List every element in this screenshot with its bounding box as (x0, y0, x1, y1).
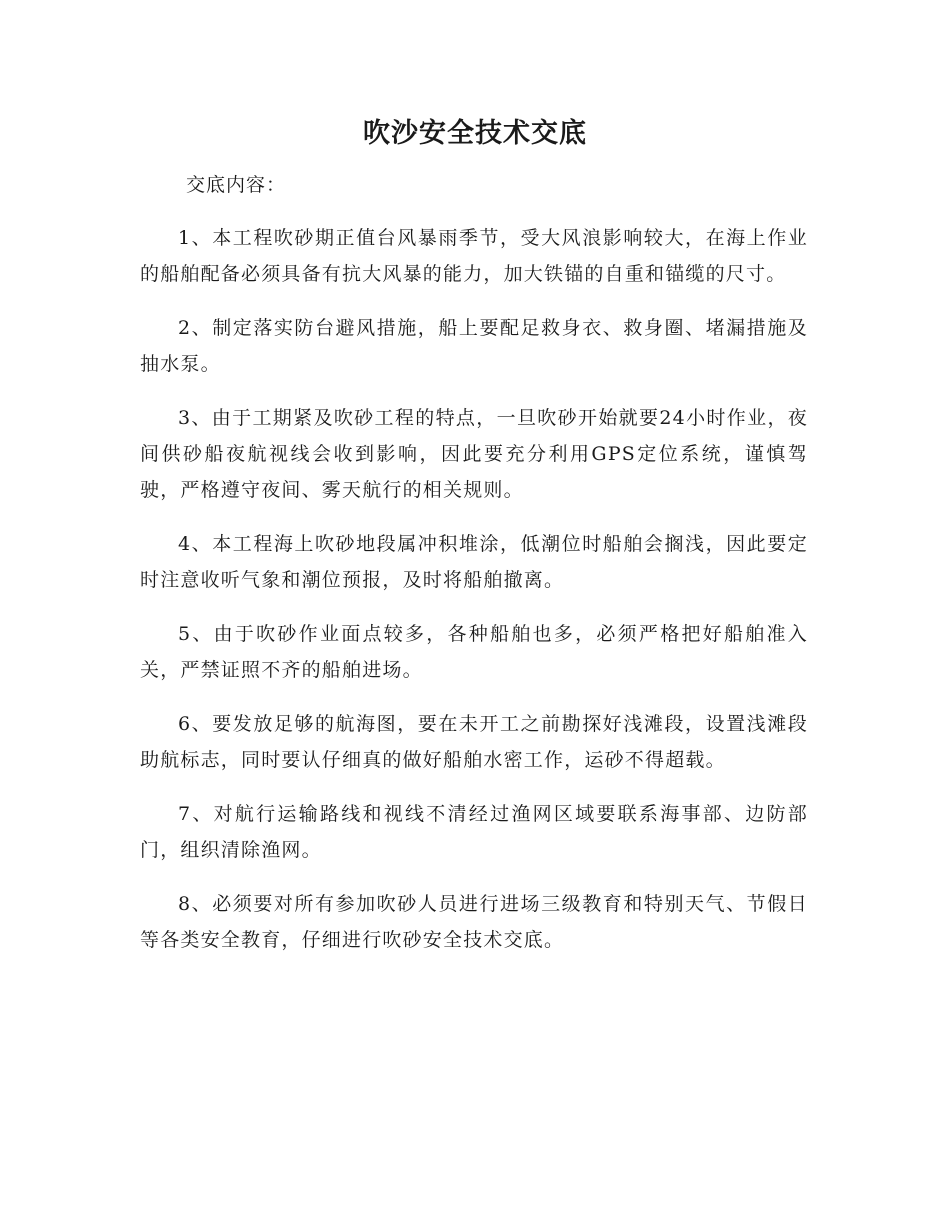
paragraph-2: 2、制定落实防台避风措施，船上要配足救身衣、救身圈、堵漏措施及抽水泵。 (140, 317, 808, 375)
paragraph-6: 6、要发放足够的航海图，要在未开工之前勘探好浅滩段，设置浅滩段助航标志，同时要认仔细真的做好船舶水密工作，运砂不得超载。 (140, 713, 808, 771)
document-body (140, 220, 808, 976)
paragraph-5: 5、由于吹砂作业面点较多，各种船舶也多，必须严格把好船舶准入关，严禁证照不齐的船舶进场。 (140, 623, 808, 681)
paragraph-4: 4、本工程海上吹砂地段属冲积堆涂，低潮位时船舶会搁浅，因此要定时注意收听气象和潮位预报，及时将船舶撤离。 (140, 533, 808, 591)
paragraph-7: 7、对航行运输路线和视线不清经过渔网区域要联系海事部、边防部门，组织清除渔网。 (140, 803, 808, 861)
paragraph-3: 3、由于工期紧及吹砂工程的特点，一旦吹砂开始就要24小时作业，夜间供砂船夜航视线会收到影响，因此要充分利用GPS定位系统，谨慎驾驶，严格遵守夜间、雾天航行的相关规则。 (140, 407, 808, 501)
paragraph-8: 8、必须要对所有参加吹砂人员进行进场三级教育和特别天气、节假日等各类安全教育，仔细进行吹砂安全技术交底。 (140, 893, 808, 951)
document-title: 吹沙安全技术交底 (363, 118, 587, 149)
intro-label: 交底内容： (186, 174, 287, 196)
paragraph-1: 1、本工程吹砂期正值台风暴雨季节，受大风浪影响较大，在海上作业的船舶配备必须具备有抗大风暴的能力，加大铁锚的自重和锚缆的尺寸。 (140, 227, 808, 285)
